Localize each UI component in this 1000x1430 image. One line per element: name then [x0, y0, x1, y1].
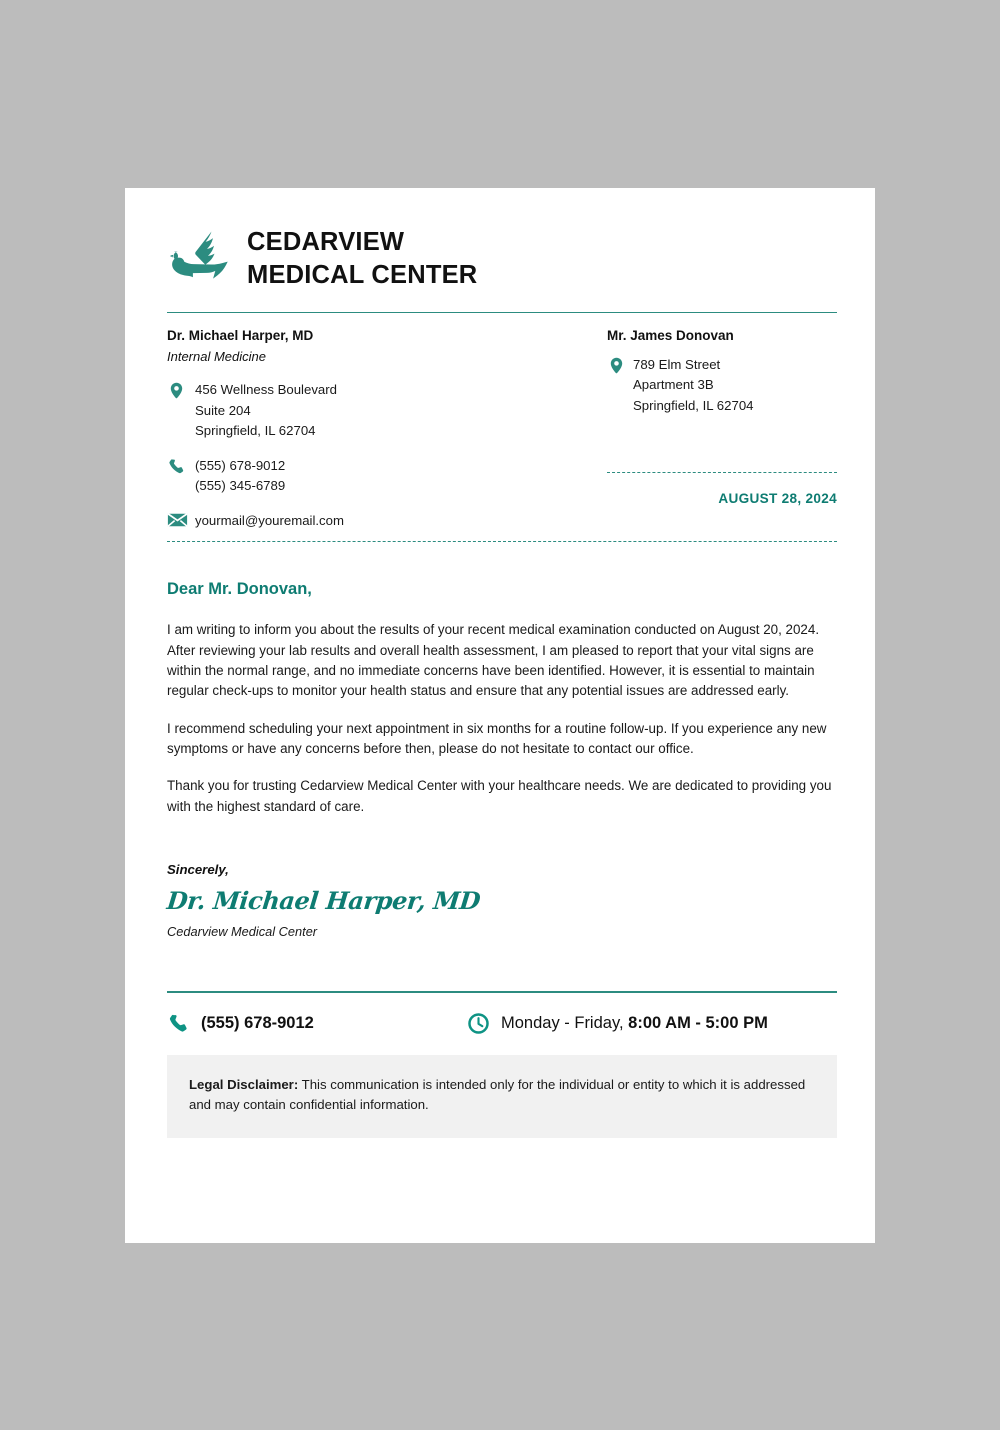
brand-line-2: MEDICAL CENTER: [247, 261, 478, 290]
sender-role: Internal Medicine: [167, 348, 266, 364]
letter-paragraph-2: I recommend scheduling your next appointment in six months for a routine follow-up. If you experience any new symptoms or have any concerns before then, please do not hesitate to contact our office.: [167, 720, 827, 757]
sender-address-line-1: 456 Wellness Boulevard: [195, 382, 337, 398]
brand-line-1: CEDARVIEW: [247, 228, 405, 256]
legal-disclaimer: [167, 1055, 837, 1138]
recipient-address-line-3: Springfield, IL 62704: [633, 397, 754, 413]
footer-phone-group: [167, 1012, 467, 1035]
address-section: [167, 326, 837, 531]
sender-address-row: [167, 380, 607, 441]
letter-page: [125, 188, 875, 1243]
sender-name: Dr. Michael Harper, MD: [167, 328, 314, 344]
recipient-name: Mr. James Donovan: [607, 328, 734, 344]
recipient-address-line-1: 789 Elm Street: [633, 356, 721, 372]
footer-divider: [167, 991, 837, 993]
sender-email-row: [167, 511, 607, 531]
recipient-block: [607, 326, 837, 531]
letterhead-header: [167, 188, 837, 293]
phone-icon: [167, 456, 195, 476]
letter-date: AUGUST 28, 2024: [718, 491, 837, 507]
footer-hours-range: 8:00 AM - 5:00 PM: [628, 1013, 768, 1032]
body-divider: [167, 541, 837, 542]
header-divider: [167, 312, 837, 314]
sender-phone-row: [167, 456, 607, 497]
sender-address-line-2: Suite 204: [195, 402, 251, 418]
signature-organization: Cedarview Medical Center: [167, 924, 318, 940]
footer-contact-row: [167, 1012, 837, 1035]
clock-icon: [467, 1012, 501, 1035]
letter-paragraph-3: Thank you for trusting Cedarview Medical Center with your healthcare needs. We are dedicated to providing you with the highest standard of care.: [167, 778, 832, 814]
dove-bird-icon: [167, 227, 231, 291]
sender-phone-1: (555) 678-9012: [195, 457, 286, 473]
salutation: Dear Mr. Donovan,: [167, 580, 312, 599]
sender-address-line-3: Springfield, IL 62704: [195, 423, 316, 439]
phone-icon: [167, 1012, 201, 1035]
recipient-address: [633, 355, 753, 416]
recipient-address-row: [607, 355, 837, 416]
envelope-icon: [167, 511, 195, 528]
brand-title: [247, 226, 477, 293]
disclaimer-label: Legal Disclaimer:: [189, 1076, 299, 1092]
sender-address: [195, 380, 337, 441]
footer-hours: [501, 1014, 768, 1033]
sender-phones: [195, 456, 285, 497]
footer-hours-group: [467, 1012, 768, 1035]
signature: Dr. Michael Harper, MD: [165, 886, 482, 916]
footer-phone: (555) 678-9012: [201, 1013, 314, 1032]
letter-paragraph-1: I am writing to inform you about the results of your recent medical examination conducted on August 20, 2024. After reviewing your lab results and overall health assessment, I am pleased to report that your vital signs are within the normal range, and no immediate concerns have been identified. However, it is essential to maintain regular check-ups to monitor your health status and ensure that any potential issues are addressed early.: [167, 622, 820, 699]
sender-email[interactable]: yourmail@youremail.com: [195, 512, 344, 528]
location-pin-icon: [607, 355, 633, 375]
location-pin-icon: [167, 380, 195, 400]
closing-text: Sincerely,: [167, 862, 229, 878]
sender-phone-2: (555) 345-6789: [195, 478, 286, 494]
recipient-address-line-2: Apartment 3B: [633, 377, 714, 393]
sender-block: [167, 326, 607, 531]
date-divider: [607, 472, 837, 473]
disclaimer-text: This communication is intended only for the individual or entity to which it is addressed and may contain confidential information.: [189, 1076, 806, 1113]
footer-days: Monday - Friday,: [501, 1013, 624, 1032]
